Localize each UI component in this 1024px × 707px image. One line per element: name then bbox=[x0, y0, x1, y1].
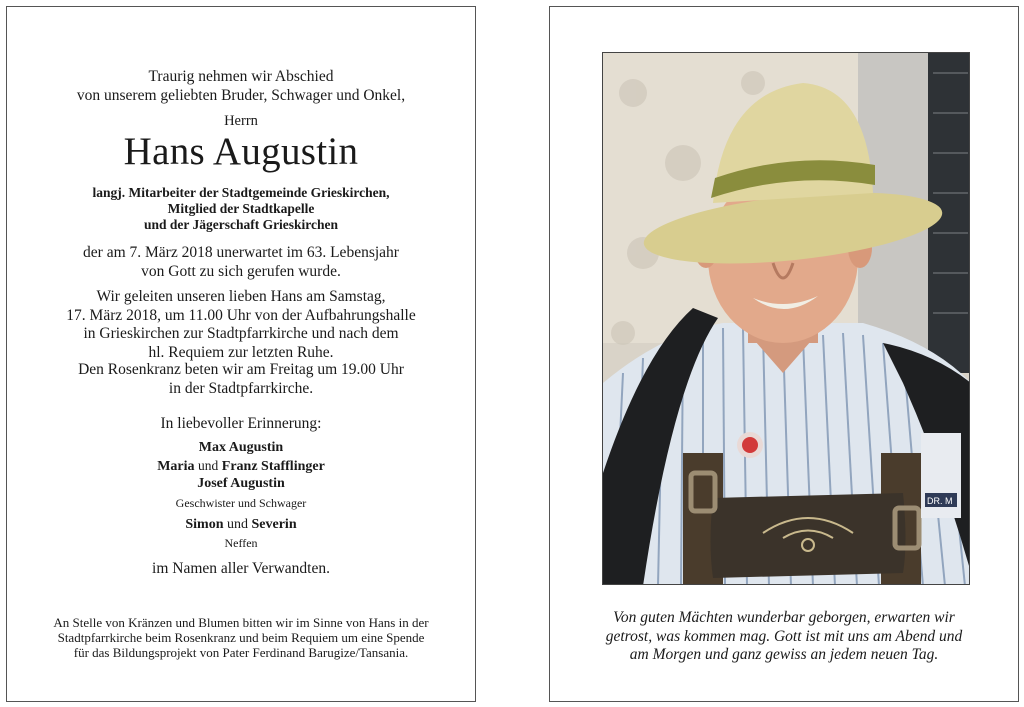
role-line: und der Jägerschaft Grieskirchen bbox=[143, 217, 339, 232]
obituary-text-card bbox=[6, 6, 476, 702]
intro-line: Traurig nehmen wir Abschied bbox=[148, 68, 334, 85]
memory-heading: In liebevoller Erinnerung: bbox=[160, 415, 322, 432]
donation-line: An Stelle von Kränzen und Blumen bitten wir im Sinne von Hans in der bbox=[53, 615, 429, 630]
funeral-line: Wir geleiten unseren lieben Hans am Samstag, bbox=[96, 288, 386, 305]
quote-line: am Morgen und ganz gewiss an jedem neuen Tag. bbox=[629, 646, 939, 663]
sibling-name: Franz Stafflinger bbox=[221, 458, 325, 474]
sibling-name: Josef Augustin bbox=[197, 476, 285, 491]
funeral-line: in Grieskirchen zur Stadtpfarrkirche und nach dem bbox=[83, 325, 399, 342]
relatives-text: im Namen aller Verwandten. bbox=[152, 560, 330, 577]
badge-text: DR. M bbox=[927, 496, 953, 506]
salutation: Herrn bbox=[224, 113, 258, 129]
intro-line: von unserem geliebten Bruder, Schwager und Onkel, bbox=[76, 87, 406, 104]
role-line: Mitglied der Stadtkapelle bbox=[167, 201, 315, 216]
rosary-line: in der Stadtpfarrkirche. bbox=[168, 379, 314, 397]
conjunction: und bbox=[198, 457, 219, 473]
rosary-notice bbox=[7, 361, 475, 398]
rosary-line: Den Rosenkranz beten wir am Freitag um 19.00 Uhr bbox=[78, 361, 404, 378]
quote-line: getrost, was kommen mag. Gott ist mit uns am Abend und bbox=[605, 627, 963, 645]
siblings-list bbox=[7, 439, 475, 512]
sibling-name: Maria bbox=[157, 458, 195, 474]
intro-text bbox=[7, 67, 475, 105]
funeral-notice bbox=[7, 288, 475, 362]
roles-text bbox=[7, 185, 475, 233]
portrait-photo bbox=[602, 52, 970, 585]
sibling-name: Max Augustin bbox=[198, 440, 284, 455]
death-notice bbox=[7, 244, 475, 281]
nephew-name: Severin bbox=[251, 517, 297, 532]
quote-text bbox=[570, 609, 998, 665]
funeral-line: hl. Requiem zur letzten Ruhe. bbox=[148, 343, 334, 361]
death-notice-line: von Gott zu sich gerufen wurde. bbox=[141, 262, 341, 280]
deceased-name: Hans Augustin bbox=[123, 130, 359, 173]
nephew-name: Simon bbox=[185, 517, 224, 532]
photo-card bbox=[549, 6, 1019, 702]
death-notice-line: der am 7. März 2018 unerwartet im 63. Lebensjahr bbox=[83, 244, 399, 261]
portrait-illustration bbox=[603, 53, 970, 585]
funeral-line: 17. März 2018, um 11.00 Uhr von der Aufbahrungshalle bbox=[66, 306, 416, 324]
donation-note bbox=[7, 615, 475, 660]
donation-line: für das Bildungsprojekt von Pater Ferdinand Barugize/Tansania. bbox=[73, 645, 409, 660]
conjunction: und bbox=[227, 517, 248, 532]
donation-line: Stadtpfarrkirche beim Rosenkranz und beim Requiem um eine Spende bbox=[57, 630, 425, 645]
role-line: langj. Mitarbeiter der Stadtgemeinde Grieskirchen, bbox=[92, 185, 390, 200]
nephews-list bbox=[7, 516, 475, 552]
quote-line: Von guten Mächten wunderbar geborgen, erwarten wir bbox=[613, 609, 955, 626]
siblings-caption: Geschwister und Schwager bbox=[175, 495, 307, 510]
nephews-caption: Neffen bbox=[224, 536, 258, 550]
